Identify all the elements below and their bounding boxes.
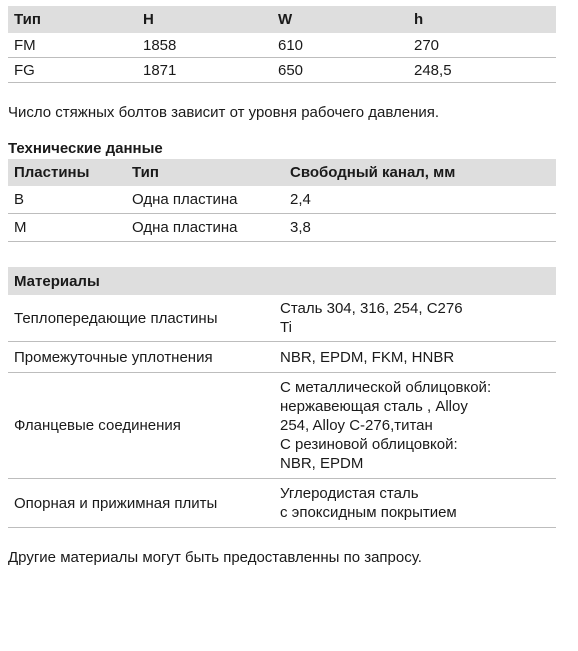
plates-header-plates: Пластины — [8, 159, 126, 186]
table-row — [8, 186, 556, 214]
cell-h-lower: 270 — [408, 33, 556, 58]
material-value — [274, 342, 556, 373]
bolts-note: Число стяжных болтов зависит от уровня рабочего давления. — [8, 104, 440, 121]
material-label: Промежуточные уплотнения — [8, 342, 274, 373]
plates-header-row — [8, 159, 556, 186]
material-value-line: NBR, EPDM, FKM, HNBR — [280, 348, 455, 366]
plates-header-channel: Свободный канал, мм — [284, 159, 556, 186]
material-value-line: С металлической облицовкой: — [280, 379, 492, 396]
cell-plate: B — [8, 186, 126, 214]
table-row — [8, 479, 556, 528]
material-value-line: Ti — [280, 319, 292, 336]
material-label: Фланцевые соединения — [8, 373, 274, 479]
plates-table — [8, 159, 556, 242]
plates-header-type: Тип — [126, 159, 284, 186]
material-label: Теплопередающие пластины — [8, 295, 274, 342]
cell-plate-type: Одна пластина — [126, 186, 284, 214]
table-row — [8, 214, 556, 242]
material-value-line: Углеродистая сталь — [280, 485, 419, 502]
cell-plate-type: Одна пластина — [126, 214, 284, 242]
material-label: Опорная и прижимная плиты — [8, 479, 274, 528]
table-row — [8, 342, 556, 373]
dimensions-header-w: W — [272, 6, 408, 33]
other-materials-note: Другие материалы могут быть предоставленны по запросу. — [8, 549, 422, 566]
material-value — [274, 373, 556, 479]
material-value-line: 254, Alloy C-276,титан — [280, 417, 433, 434]
material-value-line: Сталь 304, 316, 254, C276 — [280, 300, 463, 317]
material-value — [274, 479, 556, 528]
cell-type: FG — [8, 58, 137, 83]
dimensions-header-h-lower: h — [408, 6, 556, 33]
table-row — [8, 33, 556, 58]
table-row — [8, 58, 556, 83]
materials-header-row — [8, 267, 556, 295]
dimensions-header-h-upper: H — [137, 6, 272, 33]
table-row — [8, 373, 556, 479]
cell-h-upper: 1858 — [137, 33, 272, 58]
cell-channel: 2,4 — [284, 186, 556, 214]
material-value-line: NBR, EPDM — [280, 455, 364, 472]
material-value-line: с эпоксидным покрытием — [280, 504, 457, 521]
materials-table — [8, 267, 556, 528]
cell-channel: 3,8 — [284, 214, 556, 242]
tech-data-title: Технические данные — [8, 140, 163, 157]
table-row — [8, 295, 556, 342]
cell-w: 610 — [272, 33, 408, 58]
dimensions-header-type: Тип — [8, 6, 137, 33]
cell-type: FM — [8, 33, 137, 58]
dimensions-table — [8, 6, 556, 83]
spec-sheet — [8, 6, 556, 570]
cell-w: 650 — [272, 58, 408, 83]
dimensions-header-row — [8, 6, 556, 33]
material-value-line: С резиновой облицовкой: — [280, 436, 458, 453]
materials-header: Материалы — [8, 267, 556, 295]
cell-h-lower: 248,5 — [408, 58, 556, 83]
material-value-line: нержавеющая сталь , Alloy — [280, 398, 468, 415]
cell-plate: M — [8, 214, 126, 242]
material-value — [274, 295, 556, 342]
cell-h-upper: 1871 — [137, 58, 272, 83]
